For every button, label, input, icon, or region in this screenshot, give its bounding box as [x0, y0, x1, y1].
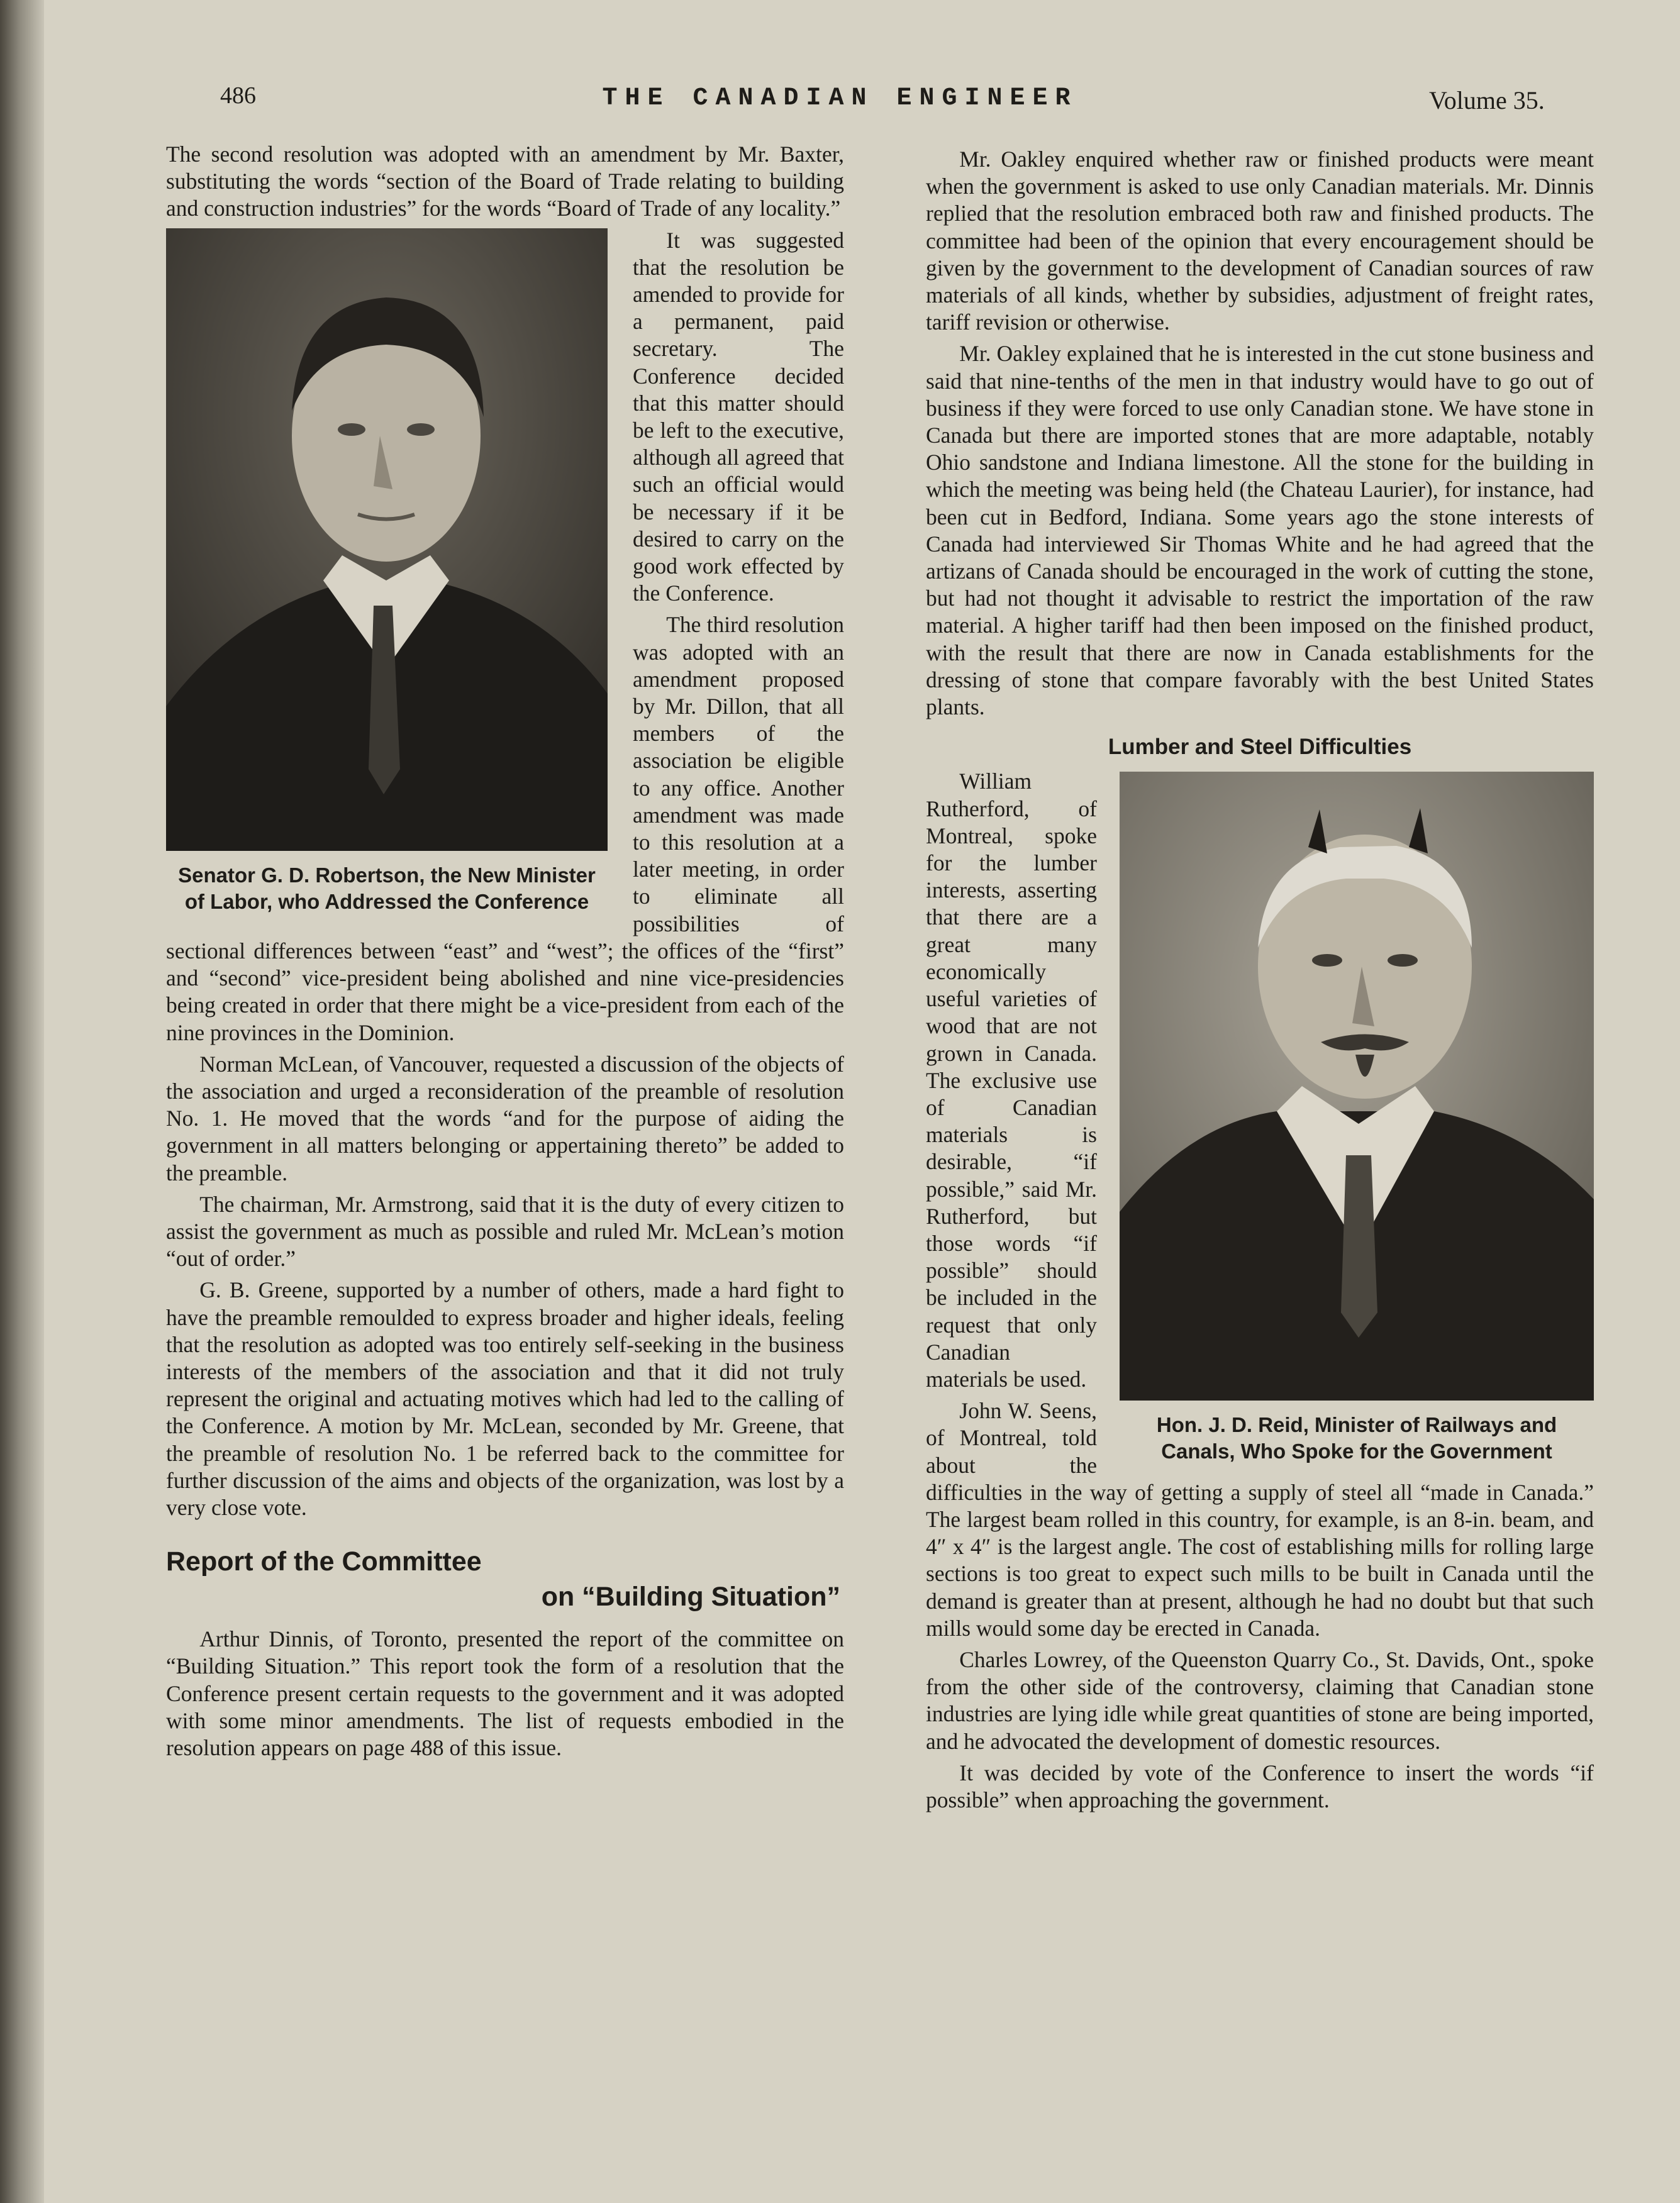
photo-figure-robertson — [166, 228, 608, 918]
paragraph: The second resolution was adopted with an amendment by Mr. Baxter, substituting the words “section of the Board of Trade relating to building and construction industries” for the words “Board of Trade of any locality.” — [166, 142, 844, 221]
paragraph: Mr. Oakley explained that he is interested in the cut stone business and said that nine-tenths of the men in that industry would have to go out of business if they were forced to use only Canadian stone. We have stone in Canada but there are imported stones that are more adaptable, notably Ohio sandstone and Indiana limestone. All the stone for the building in which the meeting was being held (the Chateau Laurier), for instance, had been cut in Bedford, Indiana. Some years ago the stone interests of Canada had interviewed Sir Thomas White and he had agreed that the artizans of Canada should be encouraged in the work of cutting the stone, but had not thought it advisable to restrict the importation of the raw material. A higher tariff had then been imposed on the finished product, with the result that there are now in Canada establishments for the dressing of stone that compare favorably with the best United States plants. — [926, 341, 1594, 720]
photo-caption: Senator G. D. Robertson, the New Minister of Labor, who Addressed the Conference — [178, 863, 596, 913]
paragraph: Norman McLean, of Vancouver, requested a discussion of the objects of the association and urged a reconsideration of the preamble of resolution No. 1. He moved that the words “and for the purpose of aiding the government in all matters belonging or appertaining thereto” be added to the preamble. — [166, 1051, 844, 1185]
portrait-photo-robertson — [166, 228, 608, 851]
left-column — [166, 141, 844, 1766]
photo-figure-reid — [1120, 772, 1594, 1473]
paragraph: William Rutherford, of Montreal, spoke for the lumber interests, asserting that there are a great many economically useful varieties of wood that are not grown in Canada. The exclusive use of Canadian materials is desirable, “if possible,” said Mr. Rutherford, but those words “if possible” should be included in the request that only Canadian materials be used. — [926, 769, 1097, 1392]
paragraph: G. B. Greene, supported by a number of others, made a hard fight to have the preamble remoulded to express broader and higher ideals, feeling that the resolution as adopted was too entirely self-seeking in the business interests of the members of the association and that it did not truly represent the original and actuating motives which had led to the calling of the Conference. A motion by Mr. McLean, seconded by Mr. Greene, that the preamble of resolution No. 1 be referred back to the committee for further discussion of the aims and objects of the organization, was lost by a very close vote. — [166, 1277, 844, 1520]
page-number: 486 — [220, 82, 256, 109]
section-title-line1: Report of the Committee — [166, 1546, 482, 1577]
portrait-photo-reid — [1120, 772, 1594, 1401]
page-header — [0, 82, 1680, 132]
section-title — [166, 1544, 844, 1614]
paragraph: Arthur Dinnis, of Toronto, presented the report of the committee on “Building Situation.” This report took the form of a resolution that the Conference present certain requests to the government and it was adopted with some minor amendments. The list of requests embodied in the resolution appears on page 488 of this issue. — [166, 1626, 844, 1760]
paragraph: The chairman, Mr. Armstrong, said that it is the duty of every citizen to assist the government as much as possible and ruled Mr. McLean’s motion “out of order.” — [166, 1191, 844, 1272]
right-column — [926, 146, 1594, 1818]
paragraph: John W. Seens, of Montreal, told about the difficulties in the way of getting a supply of steel all “made in Canada.” The largest beam rolled in this country, for example, is an 8-in. beam, and 4″ x 4″ is the largest angle. The cost of establishing mills for rolling large sections is too great to expect such mills to be built in Canada until the demand is greater than at present, although he had no doubt but that such mills would some day be erected in Canada. — [926, 1398, 1594, 1641]
binding-shadow — [0, 0, 44, 2203]
volume-label: Volume 35. — [1429, 86, 1545, 114]
paragraph: It was suggested that the resolution be amended to provide for a permanent, paid secretary. The Conference decided that this matter should be left to the executive, although all agreed that such an official would be necessary if it be desired to carry on the good work effected by the Conference. — [633, 227, 844, 606]
journal-title: THE CANADIAN ENGINEER — [602, 84, 1078, 113]
section-title-line2: on “Building Situation” — [541, 1582, 840, 1612]
paragraph: It was decided by vote of the Conference to insert the words “if possible” when approaching the government. — [926, 1760, 1594, 1812]
paragraph: Charles Lowrey, of the Queenston Quarry Co., St. Davids, Ont., spoke from the other side of the controversy, claiming that Canadian stone industries are lying idle while great quantities of stone are being imported, and he advocated the development of domestic resources. — [926, 1646, 1594, 1754]
subheading: Lumber and Steel Difficulties — [1108, 735, 1412, 760]
paragraph: The third resolution was adopted with an amendment proposed by Mr. Dillon, that all members of the association be eligible to any office. Another amendment was made to this resolution at a later meeting, in order to eliminate all possibilities of sectional differences between “east” and “west”; the offices of the “first” and “second” vice-president being abolished and nine vice-presidencies being created in order that there might be a vice-president from each of the nine provinces in the Dominion. — [166, 612, 844, 1045]
photo-caption: Hon. J. D. Reid, Minister of Railways and Canals, Who Spoke for the Government — [1156, 1413, 1557, 1463]
paragraph: Mr. Oakley enquired whether raw or finished products were meant when the government is asked to use only Canadian materials. Mr. Dinnis replied that the resolution embraced both raw and finished products. The committee had been of the opinion that every encouragement should be given by the government to the development of Canadian sources of raw materials of all kinds, whether by subsidies, adjustment of freight rates, tariff revision or otherwise. — [926, 147, 1594, 335]
